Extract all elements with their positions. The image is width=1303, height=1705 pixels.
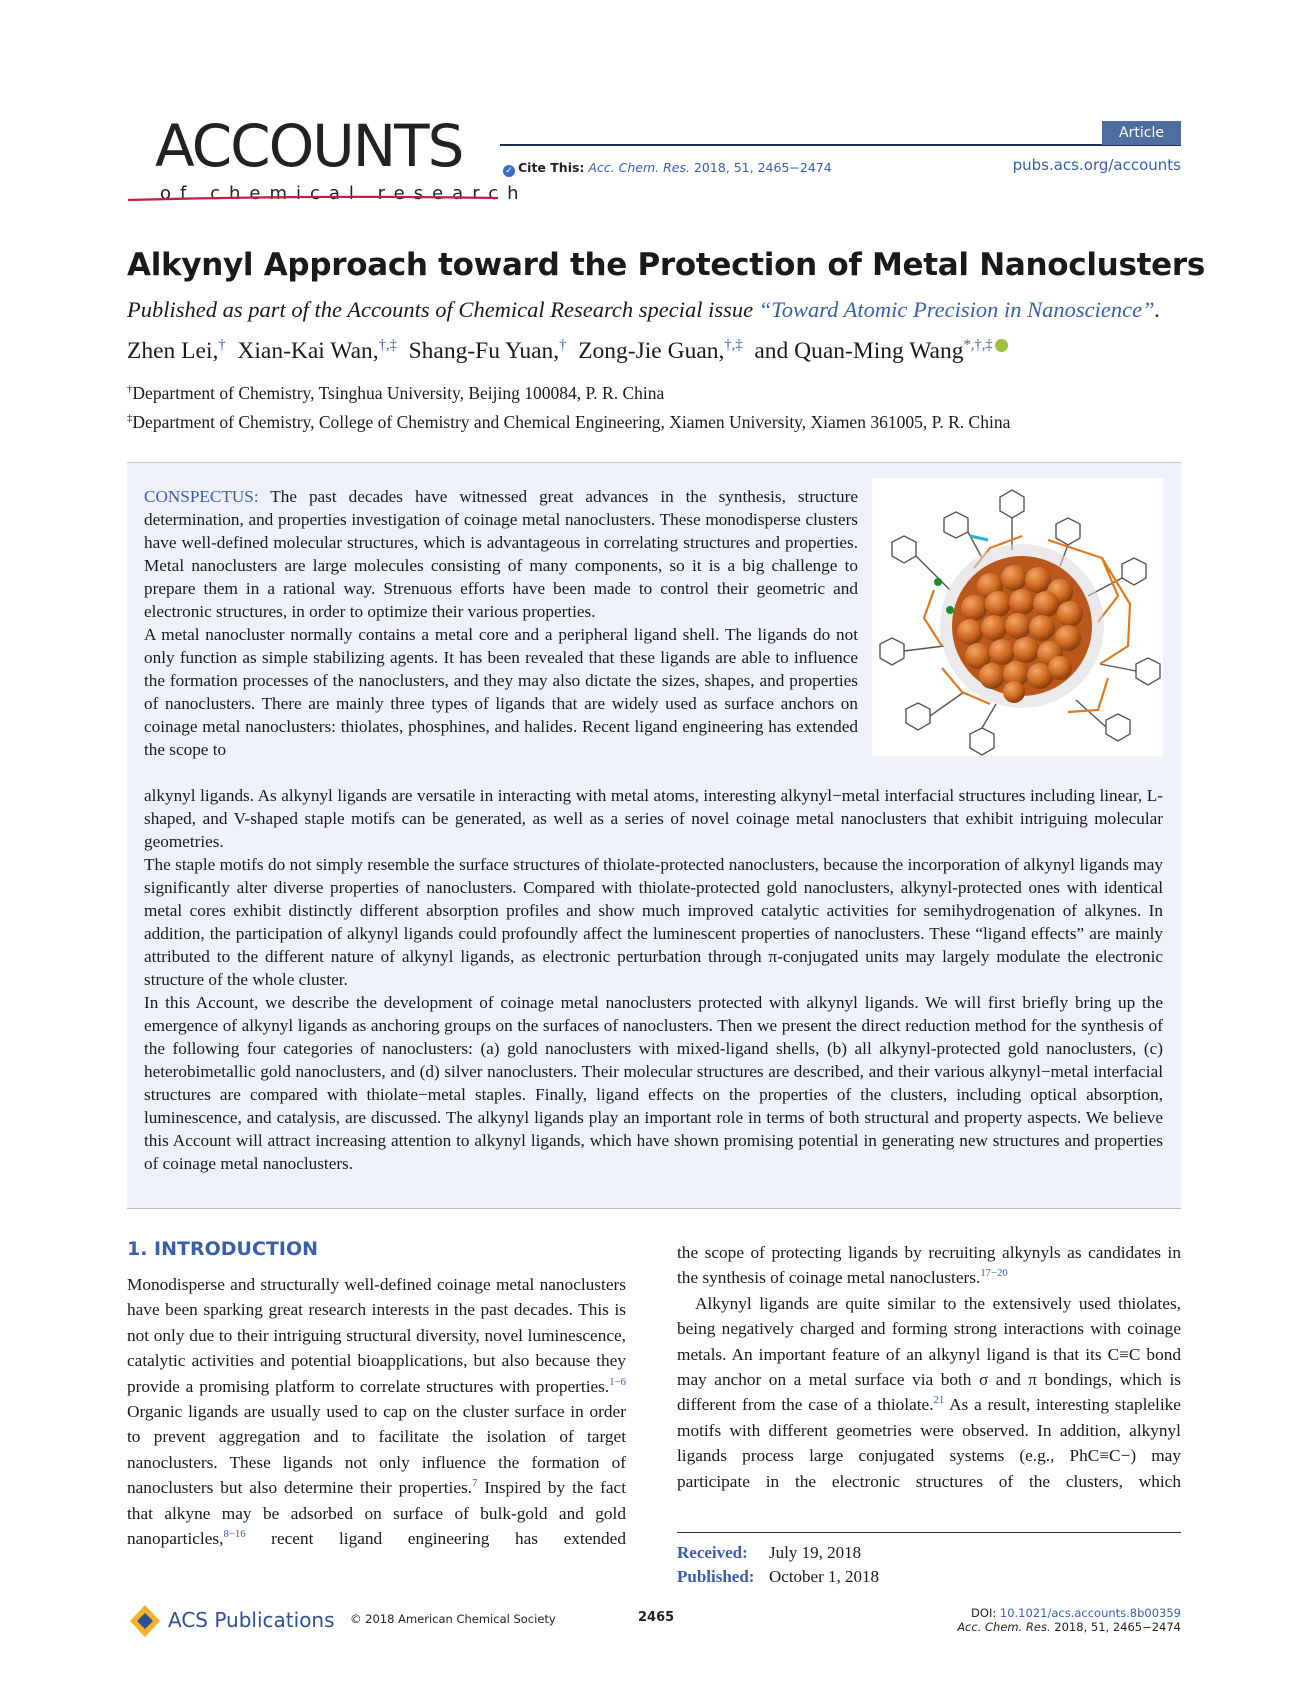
check-circle-icon: ✓ bbox=[503, 165, 515, 177]
page-number: 2465 bbox=[638, 1610, 675, 1625]
citation-link[interactable]: 17−20 bbox=[980, 1267, 1008, 1280]
cite-this[interactable] bbox=[503, 160, 832, 177]
dates-divider bbox=[677, 1532, 1181, 1533]
citation-link[interactable]: 1−6 bbox=[609, 1375, 626, 1388]
logo-swoosh bbox=[128, 195, 498, 203]
body-column-left: Monodisperse and structurally well-defined coinage metal nanoclusters have been sparking great research interests in the past decades. This is not only due to their intriguing structural diversity, novel luminescence, catalytic activities and potential bioapplications, but also because they provide a promising platform to correlate structures with properties.$^{1-6}$ Organic ligands are usually used to cap on the cluster surface in order to prevent aggregation and to facilitate the isolation of target nanoclusters. These ligands not only influence the formation of nanoclusters but also determine their properties.$^7$ Inspired by the fact that alkyne may be adsorbed on surface of bulk-gold and gold nanoparticles,$^{8-16}$ recent ligand engineering has extended bbox=[127, 1275, 626, 1549]
conspectus-text-upper: CONSPECTUS: The past decades have witnessed great advances in the synthesis, structure determination, and properties investigation of coinage metal nanoclusters. These monodisperse clusters have well-defined molecular structures, which is advantageous in correlating structures and properties. Metal nanoclusters are large molecules consisting of many components, so it is a big challenge to prepare them in a rational way. Strenuous efforts have been made to control their geometric and electronic structures, in order to optimize their various properties. A metal nanocluster normally contains a metal core and a peripheral ligand shell. The ligands do not only function as simple stabilizing agents. It has been revealed that these ligands are able to influence the formation processes of the nanoclusters, and they may also dictate the sizes, shapes, and properties of nanoclusters. There are mainly three types of ligands that are widely used as surface anchors on coinage metal nanoclusters: thiolates, phosphines, and halides. Recent ligand engineering has extended the scope to bbox=[144, 487, 858, 759]
cite-journal-link[interactable]: Acc. Chem. Res. bbox=[588, 160, 690, 175]
article-title: Alkynyl Approach toward the Protection of Metal Nanoclusters bbox=[127, 247, 1205, 283]
copyright: © 2018 American Chemical Society bbox=[350, 1612, 556, 1626]
acs-logo-icon bbox=[128, 1603, 162, 1639]
author[interactable]: Xian-Kai Wan, bbox=[237, 338, 379, 364]
citation-link[interactable]: 21 bbox=[933, 1394, 945, 1407]
cite-label: Cite This: bbox=[518, 160, 585, 175]
article-type-badge: Article bbox=[1102, 121, 1181, 145]
header-rule bbox=[500, 144, 1181, 146]
cite-ref-link[interactable]: 2018, 51, 2465−2474 bbox=[693, 160, 832, 175]
doi-link[interactable]: 10.1021/acs.accounts.8b00359 bbox=[999, 1606, 1181, 1620]
toc-graphic-nanocluster bbox=[872, 478, 1163, 756]
acs-publications-logo[interactable]: ACS Publications bbox=[168, 1608, 335, 1632]
citation-link[interactable]: 8−16 bbox=[223, 1528, 246, 1541]
article-dates: Received: July 19, 2018 Published: October 1, 2018 bbox=[677, 1543, 880, 1586]
doi-block: DOI: 10.1021/acs.accounts.8b00359 Acc. Chem. Res. 2018, 51, 2465−2474 bbox=[957, 1606, 1181, 1634]
body-column-right: the scope of protecting ligands by recruiting alkynyls as candidates in the synthesis of coinage metal nanoclusters.$^{17-20}$ Alkynyl ligands are quite similar to the extensively used thiolates, being negatively charged and forming strong interactions with coinage metals. An important feature of an alkynyl ligand is that its C≡C bond may anchor on a metal surface via both σ and π bondings, which is different from the case of a thiolate.$^{21}$ As a result, interesting staplelike motifs with different geometries were observed. In addition, alkynyl ligands process large conjugated systems (e.g., PhC≡C−) may participate in the electronic structures of the clusters, which bbox=[677, 1243, 1181, 1491]
journal-logo: ACCOUNTS bbox=[155, 112, 463, 180]
special-issue-link[interactable]: “Toward Atomic Precision in Nanoscience” bbox=[758, 297, 1155, 322]
conspectus-text-lower: alkynyl ligands. As alkynyl ligands are versatile in interacting with metal atoms, interesting alkynyl−metal interfacial structures including linear, L-shaped, and V-shaped staple motifs can be generated, as well as a series of novel coinage metal nanoclusters that exhibit intriguing molecular geometries. The staple motifs do not simply resemble the surface structures of thiolate-protected nanoclusters, because the incorporation of alkynyl ligands may significantly alter diverse properties of nanoclusters. Compared with thiolate-protected gold nanoclusters, alkynyl-protected ones with identical metal cores exhibit distinctly different absorption profiles and show much improved catalytic activities for semihydrogenation of alkynes. In addition, the participation of alkynyl ligands could profoundly affect the luminescent properties of nanoclusters. These “ligand effects” are mainly attributed to the different nature of alkynyl ligands, as electronic perturbation through π-conjugated units may largely modulate the electronic structure of the whole cluster. In this Account, we describe the development of coinage metal nanoclusters protected with alkynyl ligands. We will first briefly bring up the emergence of alkynyl ligands as anchoring groups on the surfaces of nanoclusters. Then we present the direct reduction method for the synthesis of the following four categories of nanoclusters: (a) gold nanoclusters with mixed-ligand shells, (b) all alkynyl-protected gold nanoclusters, (c) heterobimetallic gold nanoclusters, and (d) silver nanoclusters. Their molecular structures are described, and their various alkynyl−metal interfacial structures are compared with thiolate−metal staples. Finally, ligand effects on the properties of the clusters, including optical absorption, luminescence, and catalysis, are discussed. The alkynyl ligands play an important role in terms of both structural and property aspects. We believe this Account will attract increasing attention to alkynyl ligands, which have shown promising potential in generating new structures and properties of coinage metal nanoclusters. bbox=[144, 786, 1163, 1173]
citation-link[interactable]: 7 bbox=[472, 1477, 478, 1490]
conspectus-label: CONSPECTUS: bbox=[144, 487, 259, 506]
orcid-icon[interactable] bbox=[995, 339, 1008, 352]
author-list: Zhen Lei,† Xian-Kai Wan,†,‡ Shang-Fu Yuan,† Zong-Jie Guan,†,‡ and Quan-Ming Wang*,†,‡ bbox=[127, 338, 1008, 365]
special-issue-note: Published as part of the Accounts of Chemical Research special issue “Toward Atomic Precision in Nanoscience”. bbox=[127, 297, 1161, 322]
affiliation: †Department of Chemistry, Tsinghua University, Beijing 100084, P. R. China bbox=[127, 383, 665, 403]
author[interactable]: Zong-Jie Guan, bbox=[578, 338, 725, 364]
author[interactable]: Shang-Fu Yuan, bbox=[408, 338, 560, 364]
author[interactable]: and Quan-Ming Wang bbox=[754, 338, 964, 364]
journal-logo-subtitle: of chemical research bbox=[160, 183, 528, 204]
affiliation: ‡Department of Chemistry, College of Chemistry and Chemical Engineering, Xiamen University, Xiamen 361005, P. R. China bbox=[127, 412, 1011, 432]
section-heading: 1. INTRODUCTION bbox=[127, 1238, 318, 1260]
author[interactable]: Zhen Lei, bbox=[127, 338, 219, 364]
journal-website-link[interactable]: pubs.acs.org/accounts bbox=[1012, 156, 1181, 174]
